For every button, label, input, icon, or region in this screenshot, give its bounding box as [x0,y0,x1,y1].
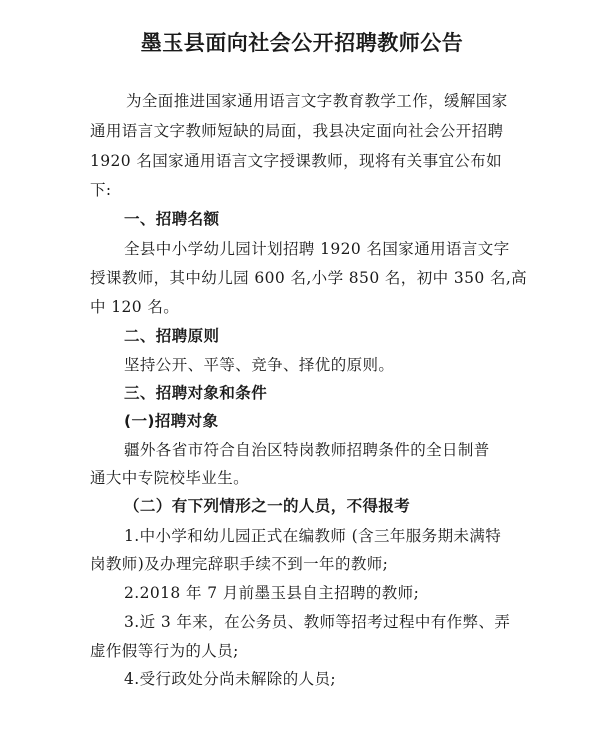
targets-line-2: 通大中专院校毕业生。 [90,469,250,487]
subsection-heading-targets: (一)招聘对象 [124,412,219,430]
targets-line-1: 疆外各省市符合自治区特岗教师招聘条件的全日制普 [124,441,490,459]
intro-line-4: 下: [90,181,112,199]
quota-line-3: 中 120 名。 [90,298,180,316]
principles-text: 坚持公开、平等、竞争、择优的原则。 [124,356,395,374]
exclusion-item-3b: 虚作假等行为的人员; [90,642,239,660]
intro-line-3: 1920 名国家通用语言文字授课教师，现将有关事宜公布如 [90,152,503,170]
exclusion-item-3a: 3.近 3 年来，在公务员、教师等招考过程中有作弊、弄 [124,613,511,631]
section-heading-principles: 二、招聘原则 [124,327,220,345]
document-title: 墨玉县面向社会公开招聘教师公告 [140,31,464,55]
quota-line-2: 授课教师，其中幼儿园 600 名,小学 850 名，初中 350 名,高 [90,269,528,287]
section-heading-quota: 一、招聘名额 [124,210,220,228]
intro-line-2: 通用语言文字教师短缺的局面，我县决定面向社会公开招聘 [90,122,504,140]
exclusion-item-1a: 1.中小学和幼儿园正式在编教师 (含三年服务期未满特 [124,527,502,545]
intro-line-1: 为全面推进国家通用语言文字教育教学工作，缓解国家 [126,92,508,110]
section-heading-eligibility: 三、招聘对象和条件 [124,384,268,402]
exclusion-item-1b: 岗教师)及办理完辞职手续不到一年的教师; [90,555,389,573]
subsection-heading-exclusions: （二）有下列情形之一的人员，不得报考 [124,497,411,515]
exclusion-item-2: 2.2018 年 7 月前墨玉县自主招聘的教师; [124,584,420,602]
exclusion-item-4: 4.受行政处分尚未解除的人员; [124,670,337,688]
quota-line-1: 全县中小学幼儿园计划招聘 1920 名国家通用语言文字 [124,240,510,258]
